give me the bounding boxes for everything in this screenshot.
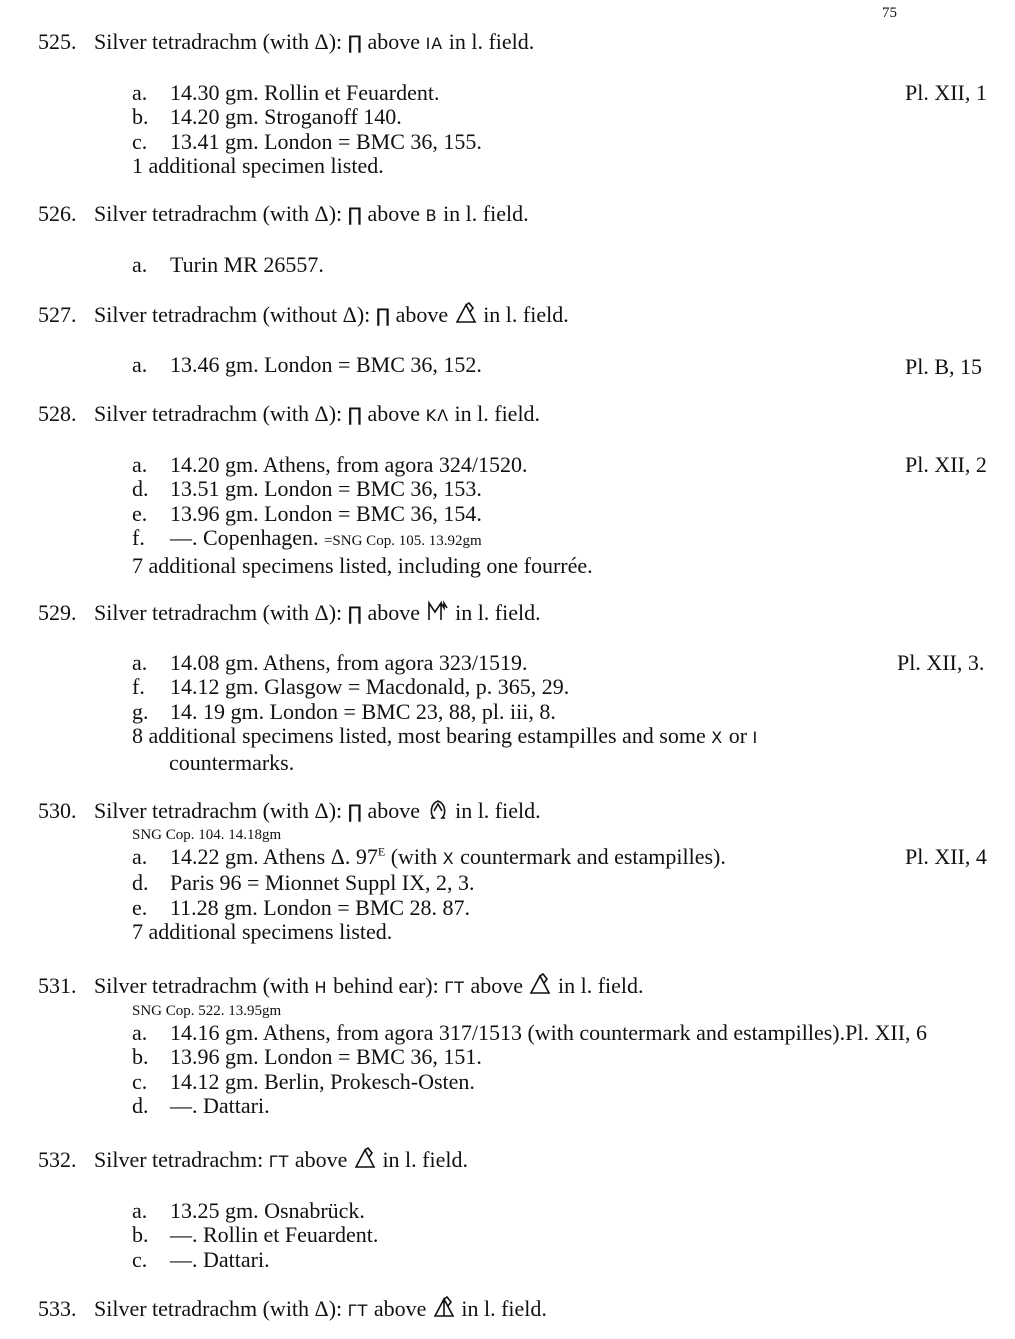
entry-number: 531. <box>38 973 77 998</box>
h-symbol: H <box>314 978 328 997</box>
entry-number: 529. <box>38 600 77 625</box>
heading-text: above <box>390 302 454 327</box>
heading-text: Silver tetradrachm (with <box>94 600 315 625</box>
entry-heading <box>38 30 998 57</box>
heading-text: Silver tetradrachm (with <box>94 401 315 426</box>
entry-heading <box>38 600 998 627</box>
specimen-text: 11.28 gm. London = BMC 28. 87. <box>170 894 471 920</box>
sng-annotation: =SNG Cop. 105. 13.92gm <box>323 533 482 549</box>
specimen-letter: g. <box>132 698 149 724</box>
additional-specimens-note: 1 additional specimen listed. <box>132 153 384 178</box>
delta-symbol: Δ <box>314 798 329 823</box>
heading-text: Silver tetradrachm: <box>94 1147 269 1172</box>
delta-symbol: Δ <box>314 401 329 426</box>
catalog-entry-530 <box>38 798 998 945</box>
plate-reference: Pl. XII, 1 <box>905 79 987 105</box>
sng-reference: SNG Cop. 522. 13.95gm <box>132 1002 282 1019</box>
entry-number: 528. <box>38 401 77 426</box>
specimen-letter: b. <box>132 1222 149 1247</box>
heading-text: ): <box>328 201 348 226</box>
specimen-text: —. Rollin et Feuardent. <box>170 1222 379 1247</box>
plate-reference: Pl. B, 15 <box>905 353 983 379</box>
specimen-letter: c. <box>132 128 148 154</box>
specimen-item <box>132 453 998 478</box>
i-countermark-symbol: I <box>752 728 759 747</box>
specimen-item <box>132 651 998 676</box>
specimen-letter: b. <box>132 1044 149 1069</box>
specimen-item <box>132 871 998 896</box>
plate-reference: Pl. XII, 4 <box>905 843 987 869</box>
specimen-item <box>132 477 998 502</box>
specimen-text: 14. 19 gm. London = BMC 23, 88, pl. iii, 8. <box>170 698 556 724</box>
entry-number: 532. <box>38 1147 77 1172</box>
plate-reference: Pl. XII, 3. <box>897 649 985 675</box>
specimen-letter: a. <box>132 649 148 675</box>
entry-number: 533. <box>38 1296 77 1321</box>
specimen-text: 14.22 gm. Athens Δ. 97 <box>170 843 378 869</box>
specimen-letter: d. <box>132 870 149 895</box>
heading-text: ): <box>328 401 348 426</box>
entry-number: 527. <box>38 302 77 327</box>
specimen-text: —. Dattari. <box>170 1246 270 1272</box>
specimen-item <box>132 1070 998 1095</box>
omega-monogram-icon <box>426 798 450 820</box>
heading-text: in l. field. <box>449 600 541 625</box>
heading-text: ): <box>328 29 348 54</box>
heading-text: in l. field. <box>449 401 541 426</box>
specimen-letter: d. <box>132 1093 149 1118</box>
specimen-item <box>132 845 998 872</box>
specimen-text: 14.08 gm. Athens, from agora 323/1519. <box>170 649 528 675</box>
heading-text: in l. field. <box>443 29 535 54</box>
heading-text: above <box>362 29 426 54</box>
catalog-entry-528 <box>38 402 998 578</box>
specimen-item <box>132 1199 998 1224</box>
catalog-entry-526 <box>38 202 998 277</box>
specimen-text: Turin MR 26557. <box>170 251 324 277</box>
specimen-letter: f. <box>132 674 145 699</box>
specimen-text: countermark and estampilles). <box>454 843 726 869</box>
specimen-item <box>132 253 998 278</box>
catalog-entry-529 <box>38 600 998 775</box>
specimen-letter: a. <box>132 1019 148 1045</box>
heading-text: ): <box>328 600 348 625</box>
heading-text: Silver tetradrachm (with <box>94 1296 315 1321</box>
heading-text: above <box>362 600 426 625</box>
heading-text: in l. field. <box>455 1296 547 1321</box>
note-text: or <box>723 723 753 748</box>
entry-heading <box>38 302 998 329</box>
heading-text: above <box>362 401 426 426</box>
specimen-text: 14.30 gm. Rollin et Feuardent. <box>170 79 440 105</box>
delta-symbol: Δ <box>314 29 329 54</box>
entry-heading <box>38 1147 998 1175</box>
monogram-ia: IA <box>425 34 444 53</box>
heading-text: Silver tetradrachm (without <box>94 302 343 327</box>
specimen-letter: a. <box>132 79 148 105</box>
delta-monogram-icon <box>353 1147 377 1169</box>
heading-text: above <box>289 1147 353 1172</box>
heading-text: in l. field. <box>376 1147 468 1172</box>
specimen-text: (with <box>385 843 443 869</box>
monogram-pt: ΓT <box>444 978 465 997</box>
entry-number: 525. <box>38 29 77 54</box>
specimen-item <box>132 1045 998 1070</box>
specimen-letter: f. <box>132 525 145 550</box>
heading-text: Silver tetradrachm (with <box>94 29 315 54</box>
entry-number: 526. <box>38 201 77 226</box>
entry-heading <box>38 798 998 825</box>
specimen-item <box>132 81 998 106</box>
specimen-item <box>132 675 998 700</box>
specimen-letter: e. <box>132 894 148 920</box>
delta-symbol: Δ <box>314 201 329 226</box>
heading-text: behind ear): <box>327 973 445 998</box>
specimen-text: Paris 96 = Mionnet Suppl IX, 2, 3. <box>170 870 475 895</box>
monogram-pi: ∏ <box>347 603 363 625</box>
specimen-item <box>132 502 998 527</box>
specimen-item <box>132 105 998 130</box>
entry-heading <box>38 202 998 229</box>
specimen-text: 14.20 gm. Athens, from agora 324/1520. <box>170 451 528 477</box>
specimen-letter: a. <box>132 843 148 869</box>
specimen-item <box>132 1248 998 1273</box>
heading-text: ): <box>328 1296 348 1321</box>
monogram-pi: ∏ <box>347 204 363 226</box>
additional-specimens-note <box>132 724 998 751</box>
additional-specimens-note: 7 additional specimens listed. <box>132 919 393 944</box>
specimen-text: 13.46 gm. London = BMC 36, 152. <box>170 351 482 377</box>
x-countermark-symbol: X <box>711 728 724 747</box>
specimen-text: 14.16 gm. Athens, from agora 317/1513 (with countermark and estampilles). <box>170 1019 846 1045</box>
specimen-text: 13.96 gm. London = BMC 36, 154. <box>170 500 482 526</box>
specimen-text: 13.41 gm. London = BMC 36, 155. <box>170 128 482 154</box>
specimen-item <box>132 526 998 554</box>
specimen-item <box>132 896 998 921</box>
delta-monogram-icon <box>528 973 552 995</box>
entry-heading <box>38 1296 998 1324</box>
heading-text: Silver tetradrachm (with <box>94 973 315 998</box>
heading-text: Silver tetradrachm (with <box>94 201 315 226</box>
mn-monogram-icon <box>426 600 450 622</box>
delta-symbol: Δ <box>314 1296 329 1321</box>
catalog-entry-533 <box>38 1296 998 1324</box>
heading-text: above <box>464 973 529 998</box>
specimen-text: 13.25 gm. Osnabrück. <box>170 1197 365 1223</box>
monogram-pi: ∏ <box>347 801 363 823</box>
monogram-pt: ΓT <box>268 1152 290 1171</box>
specimen-text: —. Dattari. <box>170 1093 270 1118</box>
x-countermark-symbol: X <box>442 848 455 868</box>
entry-heading <box>38 973 998 1001</box>
catalog-entry-525 <box>38 30 998 179</box>
heading-text: Silver tetradrachm (with <box>94 798 315 823</box>
specimen-letter: a. <box>132 251 148 277</box>
specimen-letter: a. <box>132 1197 148 1223</box>
monogram-b: B <box>425 206 438 225</box>
monogram-pi: ∏ <box>347 32 363 54</box>
page-number: 75 <box>882 5 897 21</box>
delta-monogram-icon <box>432 1296 456 1318</box>
delta-symbol: Δ <box>314 600 329 625</box>
specimen-letter: d. <box>132 476 149 501</box>
additional-specimens-note: 7 additional specimens listed, including one fourrée. <box>132 552 593 578</box>
entry-heading <box>38 402 998 429</box>
monogram-pi: ∏ <box>375 305 391 327</box>
heading-text: above <box>362 201 426 226</box>
specimen-text: 14.12 gm. Berlin, Prokesch-Osten. <box>170 1068 475 1094</box>
specimen-item <box>132 1223 998 1248</box>
specimen-text: 13.51 gm. London = BMC 36, 153. <box>170 476 482 501</box>
specimen-letter: a. <box>132 451 148 477</box>
specimen-text: 14.12 gm. Glasgow = Macdonald, p. 365, 29. <box>170 674 570 699</box>
specimen-item <box>132 353 998 378</box>
note-text: 8 additional specimens listed, most bearing estampilles and some <box>132 723 712 748</box>
heading-text: ): <box>328 798 348 823</box>
heading-text: above <box>362 798 426 823</box>
specimen-letter: b. <box>132 104 149 129</box>
heading-text: in l. field. <box>449 798 541 823</box>
monogram-kl: KΛ <box>425 406 450 425</box>
delta-symbol: Δ <box>342 302 357 327</box>
heading-text: above <box>368 1296 432 1321</box>
plate-reference: Pl. XII, 2 <box>905 451 987 477</box>
specimen-text: 13.96 gm. London = BMC 36, 151. <box>170 1044 482 1069</box>
delta-monogram-icon <box>454 302 478 324</box>
catalog-entry-531 <box>38 973 998 1119</box>
specimen-item <box>132 700 998 725</box>
plate-reference: Pl. XII, 6 <box>845 1019 928 1045</box>
specimen-item <box>132 1021 998 1046</box>
specimen-letter: a. <box>132 351 148 377</box>
heading-text: in l. field. <box>552 973 644 998</box>
specimen-letter: c. <box>132 1068 148 1094</box>
heading-text: ): <box>356 302 376 327</box>
specimen-letter: c. <box>132 1246 148 1272</box>
heading-text: in l. field. <box>437 201 529 226</box>
sng-reference: SNG Cop. 104. 14.18gm <box>132 826 282 843</box>
heading-text: in l. field. <box>477 302 569 327</box>
monogram-pi: ∏ <box>347 404 363 426</box>
monogram-pt: ΓT <box>347 1301 369 1320</box>
catalog-entry-527 <box>38 302 998 377</box>
specimen-text: 14.20 gm. Stroganoff 140. <box>170 104 402 129</box>
superscript: E <box>377 844 386 859</box>
entry-number: 530. <box>38 798 77 823</box>
specimen-text: —. Copenhagen. <box>170 525 319 550</box>
specimen-item <box>132 1094 998 1119</box>
catalog-entry-532 <box>38 1147 998 1272</box>
note-continuation: countermarks. <box>169 749 295 775</box>
specimen-letter: e. <box>132 500 148 526</box>
specimen-item <box>132 130 998 155</box>
